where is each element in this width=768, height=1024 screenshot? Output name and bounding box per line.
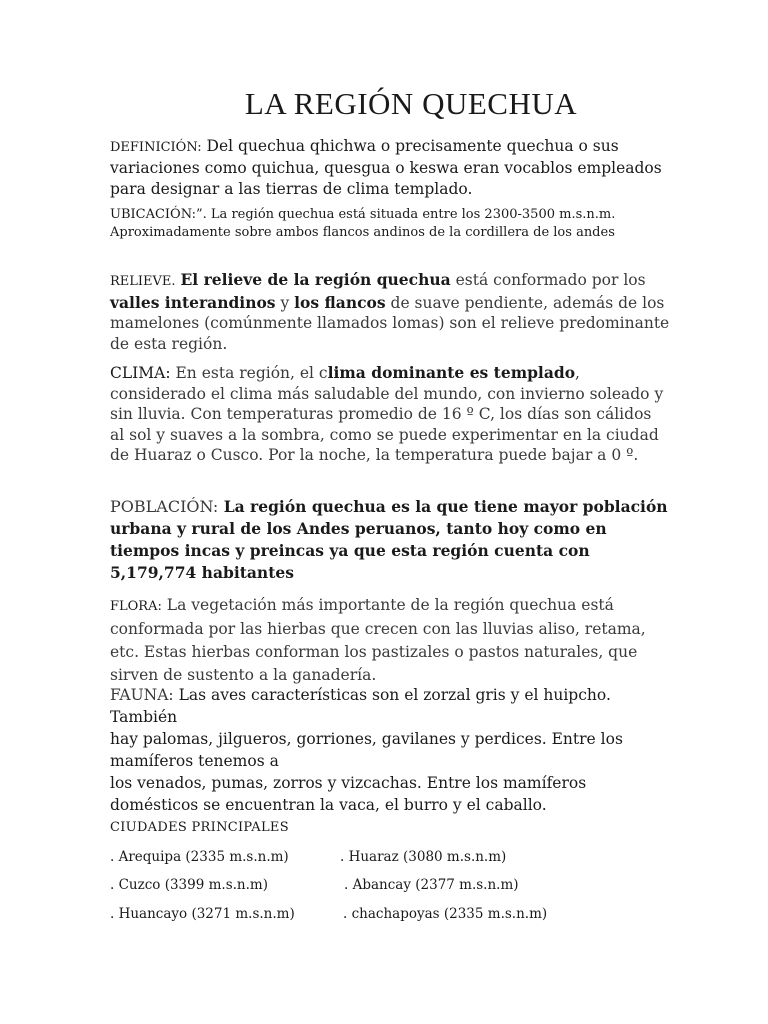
ciudad-item: . Cuzco (3399 m.s.n.m) (110, 877, 268, 893)
page-title: LA REGIÓN QUECHUA (244, 86, 578, 121)
flora-paragraph (110, 594, 670, 687)
fauna-paragraph (110, 684, 670, 816)
poblacion-label: POBLACIÓN: (110, 497, 219, 516)
poblacion-paragraph (110, 496, 670, 584)
relieve-bold-3: los flancos (294, 292, 386, 312)
ciudad-item: . Huaraz (3080 m.s.n.m) (340, 849, 507, 865)
clima-bold-1: lima dominante es templado (327, 363, 576, 382)
relieve-text-1: está conformado por los (450, 271, 646, 289)
relieve-paragraph (110, 270, 670, 354)
fauna-label: FAUNA: (110, 686, 174, 704)
clima-label: CLIMA: (110, 364, 171, 382)
relieve-text-3: de suave pendiente, además de los mamelones (comúnmente llamados lomas) son el relieve predominante de esta región. (110, 293, 670, 353)
ciudad-item: . Arequipa (2335 m.s.n.m) (110, 849, 289, 865)
ciudad-item: . chachapoyas (2335 m.s.n.m) (343, 906, 548, 922)
relieve-text-2: y (275, 293, 295, 312)
ciudad-item: . Abancay (2377 m.s.n.m) (344, 877, 519, 893)
relieve-bold-1: El relieve de la región quechua (180, 270, 451, 289)
fauna-line-1: Las aves características son el zorzal gris y el huipcho. También (110, 686, 611, 726)
ciudades-heading: CIUDADES PRINCIPALES (110, 820, 289, 835)
definicion-text: Del quechua qhichwa o precisamente quechua o sus variaciones como quichua, quesgua o keswa eran vocablos empleados para designar a las tierras de clima templado. (110, 137, 662, 198)
fauna-line-3: los venados, pumas, zorros y vizcachas. Entre los mamíferos domésticos se encuentran la vaca, el burro y el caballo. (110, 774, 587, 814)
clima-paragraph (110, 363, 670, 466)
ubicacion-paragraph (110, 206, 670, 242)
ciudad-item: . Huancayo (3271 m.s.n.m) (110, 906, 295, 922)
fauna-line-2: hay palomas, jilgueros, gorriones, gavilanes y perdices. Entre los mamíferos tenemos a (110, 730, 623, 770)
definicion-label: DEFINICIÓN: (110, 140, 202, 155)
ubicacion-text: La región quechua está situada entre los 2300-3500 m.s.n.m. Aproximadamente sobre ambos flancos andinos de la cordillera de los andes (110, 207, 616, 240)
flora-label: FLORA: (110, 599, 162, 614)
definicion-paragraph (110, 136, 670, 200)
clima-text-1: En esta región, el c (170, 364, 328, 382)
flora-text: La vegetación más importante de la región quechua está conformada por las hierbas que crecen con las lluvias aliso, retama, etc. Estas hierbas conforman los pastizales o pastos naturales, que sirven de sustento a la ganadería. (110, 596, 646, 684)
clima-text-2: , considerado el clima más saludable del mundo, con invierno soleado y sin lluvia. Con temperaturas promedio de 16 º C, los días son cálidos al sol y suaves a la sombra, como se puede experimentar en la ciudad de Huaraz o Cusco. Por la noche, la temperatura puede bajar a 0 º. (110, 364, 664, 464)
ubicacion-label: UBICACIÓN:”. (110, 207, 207, 222)
poblacion-text: La región quechua es la que tiene mayor población urbana y rural de los Andes peruanos, tanto hoy como en tiempos incas y preincas ya que esta región cuenta con 5,179,774 habitantes (110, 497, 668, 582)
relieve-bold-2: valles interandinos (110, 292, 276, 312)
relieve-label: RELIEVE. (110, 274, 176, 289)
